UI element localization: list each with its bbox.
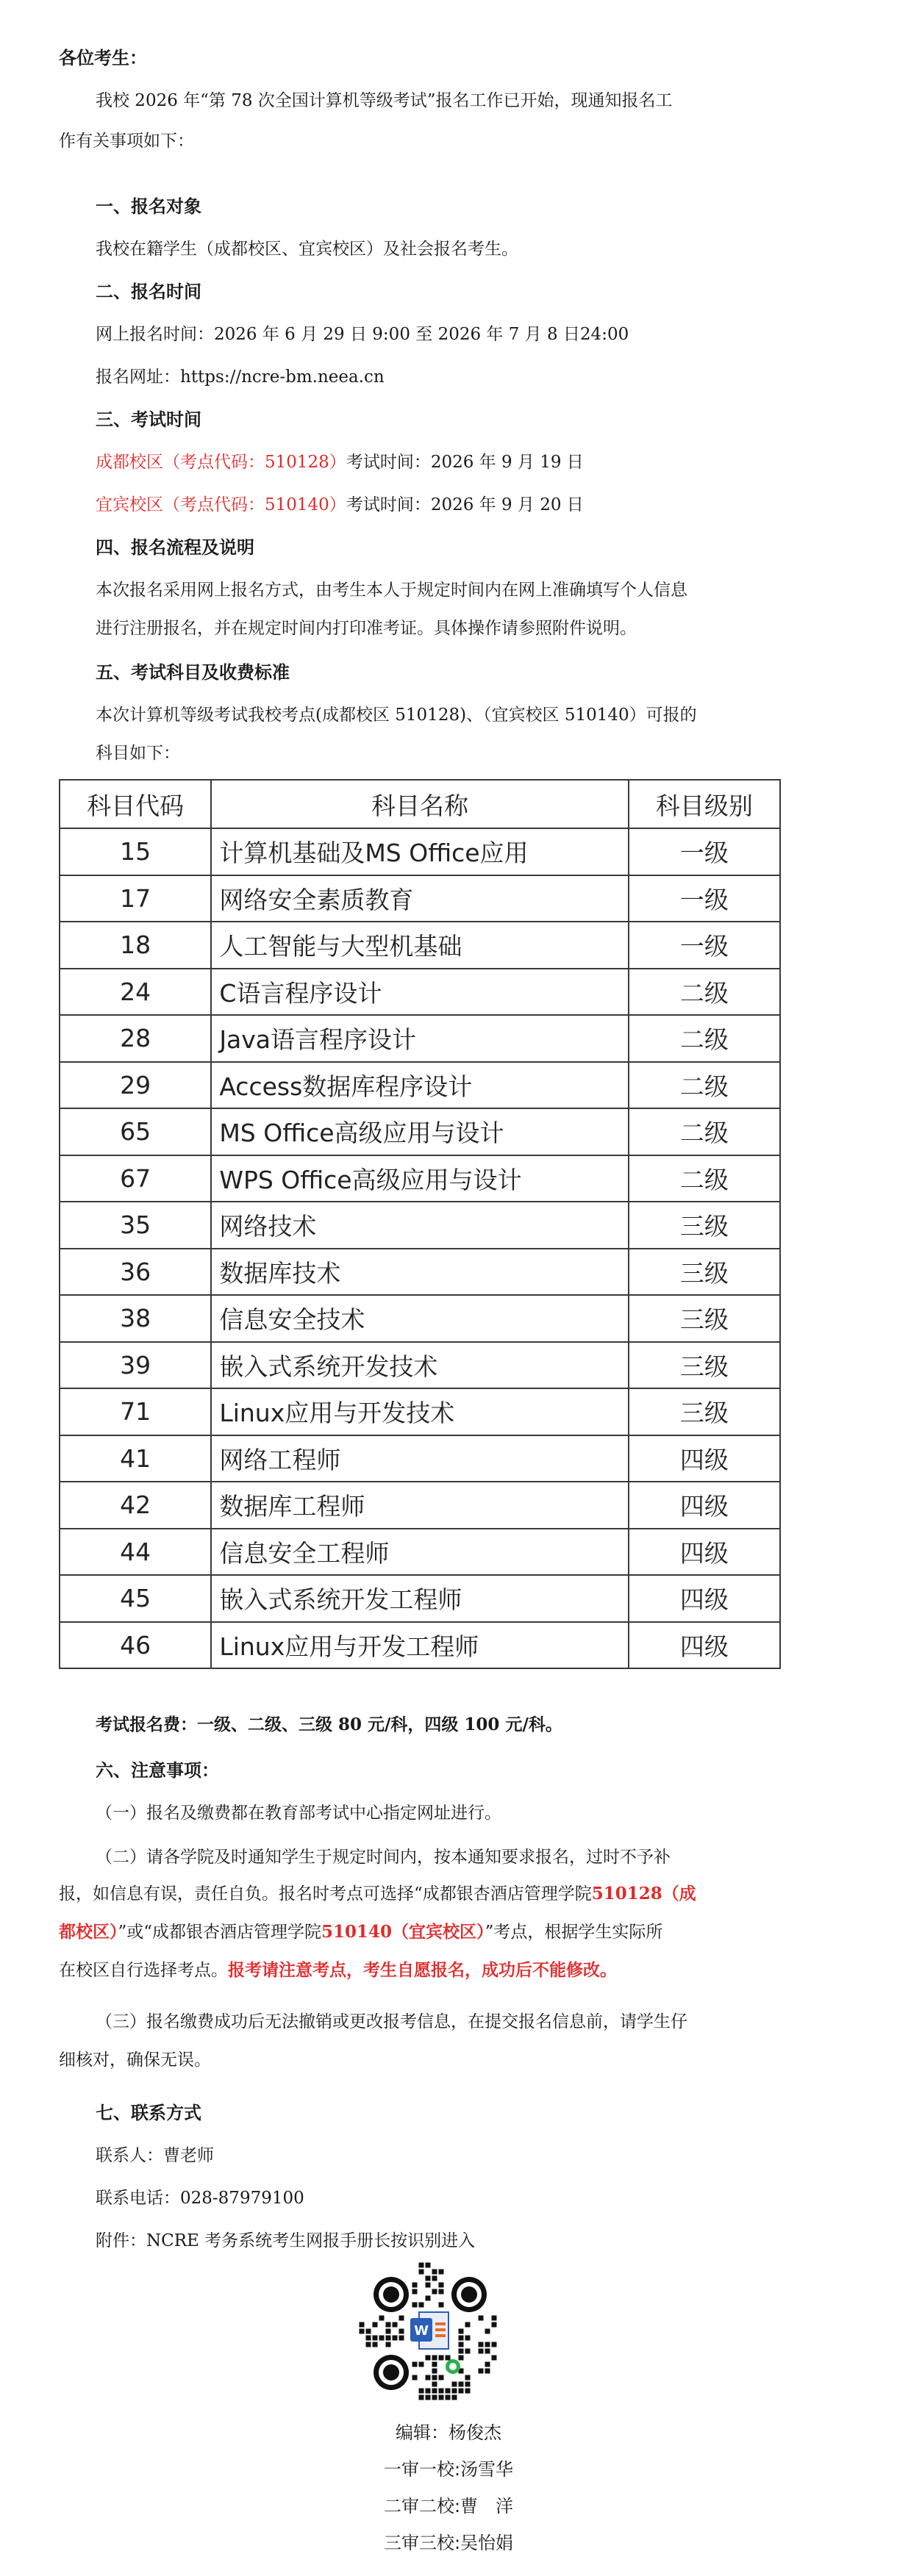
note-2-line-4 <box>59 1949 617 1992</box>
section-1-text: 我校在籍学生（成都校区、宜宾校区）及社会报名考生。 <box>96 240 518 259</box>
subjects-table <box>59 779 781 1669</box>
subject-name-cell: 嵌入式系统开发工程师 <box>211 1575 628 1622</box>
subject-level-cell: 二级 <box>629 1015 780 1062</box>
subject-code-cell: 39 <box>60 1342 211 1389</box>
warning-highlight: 报考请注意考点，考生自愿报名，成功后不能修改。 <box>228 1960 617 1980</box>
subject-name-cell: MS Office高级应用与设计 <box>211 1108 628 1155</box>
subject-level-cell: 四级 <box>629 1482 780 1529</box>
subject-level-cell: 四级 <box>629 1435 780 1482</box>
section-4-line-1: 本次报名采用网上报名方式，由考生本人于规定时间内在网上准确填写个人信息 <box>96 581 687 600</box>
contact-person: 联系人：曹老师 <box>96 2146 214 2165</box>
section-3-title: 三、考试时间 <box>96 409 201 430</box>
subject-code-cell: 46 <box>60 1622 211 1669</box>
word-document-icon <box>407 2308 453 2353</box>
yibin-exam-date: 考试时间：2026 年 9 月 20 日 <box>346 495 584 514</box>
subject-code-cell: 71 <box>60 1388 211 1435</box>
subject-name-cell: 计算机基础及MS Office应用 <box>211 828 628 875</box>
subject-level-cell: 四级 <box>629 1529 780 1576</box>
subject-code-cell: 29 <box>60 1062 211 1109</box>
subject-level-cell: 一级 <box>629 922 780 969</box>
intro-line-1: 我校 2026 年“第 78 次全国计算机等级考试”报名工作已开始，现通知报名工 <box>96 91 673 110</box>
note-2-line-1: （二）请各学院及时通知学生于规定时间内，按本通知要求报名，过时不予补 <box>96 1848 671 1867</box>
subject-name-cell: Java语言程序设计 <box>211 1015 628 1062</box>
table-row <box>60 1015 780 1062</box>
subject-level-cell: 四级 <box>629 1622 780 1669</box>
subject-code-cell: 42 <box>60 1482 211 1529</box>
subject-name-cell: 信息安全工程师 <box>211 1529 628 1576</box>
chengdu-campus-highlight: 都校区） <box>59 1922 118 1942</box>
subject-name-cell: 网络工程师 <box>211 1435 628 1482</box>
section-5-line-2: 科目如下： <box>96 744 180 763</box>
header-subject-level: 科目级别 <box>629 780 780 828</box>
contact-phone[interactable]: 联系电话：028-87979100 <box>96 2189 304 2208</box>
table-row <box>60 1435 780 1482</box>
subject-code-cell: 15 <box>60 828 211 875</box>
table-row <box>60 1295 780 1342</box>
note-3-line-2: 细核对，确保无误。 <box>59 2051 211 2070</box>
table-row <box>60 1482 780 1529</box>
note-2-line-3 <box>59 1911 662 1953</box>
subject-level-cell: 二级 <box>629 969 780 1016</box>
section-7-title: 七、联系方式 <box>96 2103 201 2123</box>
subject-level-cell: 二级 <box>629 1062 780 1109</box>
note-2-line-2-text: 报，如信息有误，责任自负。报名时考点可选择“成都银杏酒店管理学院 <box>59 1884 592 1904</box>
subject-level-cell: 四级 <box>629 1575 780 1622</box>
table-row <box>60 1108 780 1155</box>
note-2-line-3-text: ”或“成都银杏酒店管理学院 <box>118 1923 322 1942</box>
subject-name-cell: WPS Office高级应用与设计 <box>211 1155 628 1202</box>
subject-code-cell: 17 <box>60 875 211 922</box>
subject-level-cell: 二级 <box>629 1155 780 1202</box>
subject-code-cell: 24 <box>60 969 211 1016</box>
table-row <box>60 828 780 875</box>
fee-standard: 考试报名费：一级、二级、三级 80 元/科，四级 100 元/科。 <box>96 1715 562 1734</box>
subject-code-cell: 18 <box>60 922 211 969</box>
yibin-code-highlight: 510140（宜宾校区） <box>321 1922 485 1942</box>
section-6-title: 六、注意事项： <box>96 1760 219 1781</box>
subject-code-cell: 65 <box>60 1108 211 1155</box>
table-row <box>60 875 780 922</box>
subject-name-cell: 数据库技术 <box>211 1249 628 1296</box>
subject-name-cell: 网络技术 <box>211 1202 628 1249</box>
subject-level-cell: 三级 <box>629 1295 780 1342</box>
subject-name-cell: C语言程序设计 <box>211 969 628 1016</box>
header-subject-name: 科目名称 <box>211 780 628 828</box>
table-header-row <box>60 780 780 828</box>
svg-text:W: W <box>414 2323 429 2339</box>
subject-code-cell: 45 <box>60 1575 211 1622</box>
note-2-line-3-tail: ”考点，根据学生实际所 <box>485 1923 663 1942</box>
greeting: 各位考生： <box>59 48 147 68</box>
note-2-line-4-text: 在校区自行选择考点。 <box>59 1961 228 1980</box>
subject-name-cell: Linux应用与开发技术 <box>211 1388 628 1435</box>
section-5-title: 五、考试科目及收费标准 <box>96 662 290 683</box>
credit-review-1: 一审一校:汤雪华 <box>383 2459 514 2480</box>
subject-code-cell: 44 <box>60 1529 211 1576</box>
subject-code-cell: 36 <box>60 1249 211 1296</box>
table-body <box>60 828 780 1668</box>
header-subject-code: 科目代码 <box>60 780 211 828</box>
chengdu-campus-label: 成都校区（考点代码：510128） <box>96 453 346 472</box>
intro-line-2: 作有关事项如下： <box>59 132 194 151</box>
note-2-line-2 <box>59 1873 696 1915</box>
table-row <box>60 1388 780 1435</box>
table-row <box>60 1622 780 1669</box>
subject-code-cell: 38 <box>60 1295 211 1342</box>
chengdu-exam-date: 考试时间：2026 年 9 月 19 日 <box>346 453 584 472</box>
section-5-line-1: 本次计算机等级考试我校考点(成都校区 510128)、（宜宾校区 510140）可报的 <box>96 706 697 725</box>
subject-code-cell: 41 <box>60 1435 211 1482</box>
table-row <box>60 1155 780 1202</box>
credit-review-3: 三审三校:吴怡娟 <box>383 2533 514 2553</box>
subject-code-cell: 28 <box>60 1015 211 1062</box>
qr-code-icon[interactable] <box>353 2256 507 2411</box>
credit-editor: 编辑：杨俊杰 <box>396 2422 501 2443</box>
subject-name-cell: 网络安全素质教育 <box>211 875 628 922</box>
subject-name-cell: Access数据库程序设计 <box>211 1062 628 1109</box>
table-row <box>60 922 780 969</box>
section-1-title: 一、报名对象 <box>96 196 201 217</box>
table-row <box>60 1249 780 1296</box>
credit-review-2: 二审二校:曹 洋 <box>383 2496 514 2516</box>
yibin-exam-time <box>96 484 584 526</box>
table-row <box>60 1529 780 1576</box>
note-1: （一）报名及缴费都在教育部考试中心指定网址进行。 <box>96 1804 501 1823</box>
table-row <box>60 1202 780 1249</box>
section-2-title: 二、报名时间 <box>96 281 201 302</box>
subject-code-cell: 67 <box>60 1155 211 1202</box>
subject-name-cell: Linux应用与开发工程师 <box>211 1622 628 1669</box>
subject-level-cell: 二级 <box>629 1108 780 1155</box>
registration-time: 网上报名时间：2026 年 6 月 29 日 9:00 至 2026 年 7 月 8 日24:00 <box>96 325 629 344</box>
note-3-line-1: （三）报名缴费成功后无法撤销或更改报考信息，在提交报名信息前，请学生仔 <box>96 2012 687 2031</box>
chengdu-code-highlight: 510128（成 <box>591 1884 696 1904</box>
subject-level-cell: 三级 <box>629 1202 780 1249</box>
subject-name-cell: 嵌入式系统开发技术 <box>211 1342 628 1389</box>
subject-name-cell: 数据库工程师 <box>211 1482 628 1529</box>
chengdu-exam-time <box>96 441 584 484</box>
subject-level-cell: 一级 <box>629 875 780 922</box>
table-row <box>60 1062 780 1109</box>
table-row <box>60 1342 780 1389</box>
subject-level-cell: 三级 <box>629 1249 780 1296</box>
table-row <box>60 969 780 1016</box>
section-4-title: 四、报名流程及说明 <box>96 537 254 558</box>
section-4-line-2: 进行注册报名，并在规定时间内打印准考证。具体操作请参照附件说明。 <box>96 619 637 638</box>
subject-code-cell: 35 <box>60 1202 211 1249</box>
subject-name-cell: 人工智能与大型机基础 <box>211 922 628 969</box>
subject-level-cell: 三级 <box>629 1342 780 1389</box>
subject-name-cell: 信息安全技术 <box>211 1295 628 1342</box>
table-row <box>60 1575 780 1622</box>
registration-url[interactable]: 报名网址：https://ncre-bm.neea.cn <box>96 367 385 387</box>
subject-level-cell: 一级 <box>629 828 780 875</box>
yibin-campus-label: 宜宾校区（考点代码：510140） <box>96 495 346 514</box>
attachment-note: 附件：NCRE 考务系统考生网报手册长按识别进入 <box>96 2231 476 2250</box>
subject-level-cell: 三级 <box>629 1388 780 1435</box>
